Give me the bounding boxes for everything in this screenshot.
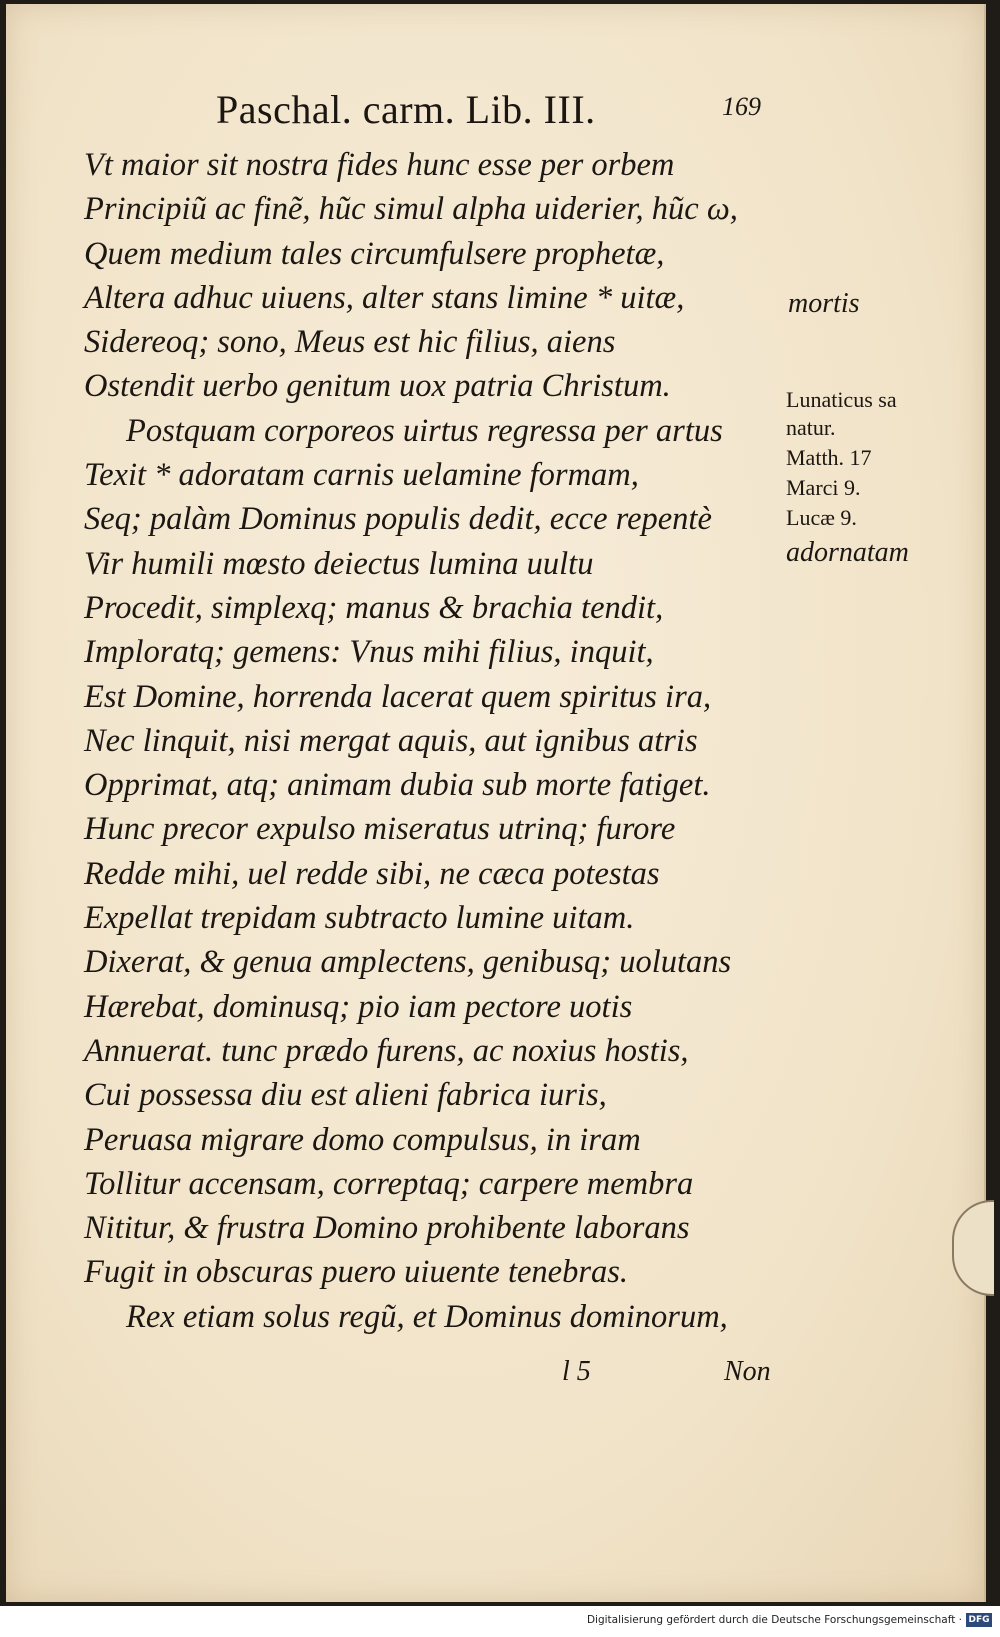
- margin-note-lunaticus-cont: natur.: [786, 415, 836, 440]
- margin-note-lunaticus: Lunaticus sa: [786, 387, 897, 412]
- digitization-footer: [0, 1606, 1000, 1637]
- verse-line: Imploratq; gemens: Vnus mihi filius, inquit,: [84, 634, 654, 671]
- verse-line: Altera adhuc uiuens, alter stans limine * uitæ,: [84, 279, 685, 316]
- verse-line: Procedit, simplexq; manus & brachia tendit,: [84, 589, 664, 626]
- catchword: Non: [724, 1356, 771, 1387]
- folio-number: 169: [722, 92, 761, 121]
- verse-line: Seq; palàm Dominus populis dedit, ecce repentè: [84, 501, 712, 538]
- verse-line: Dixerat, & genua amplectens, genibusq; uolutans: [84, 944, 732, 981]
- verse-line: Nititur, & frustra Domino prohibente laborans: [84, 1210, 690, 1247]
- verse-line: Texit * adoratam carnis uelamine formam,: [84, 457, 639, 494]
- verse-line: Postquam corporeos uirtus regressa per artus: [126, 412, 723, 449]
- dfg-logo-icon: DFG: [966, 1613, 992, 1627]
- verse-line: Vt maior sit nostra fides hunc esse per orbem: [84, 147, 675, 183]
- verse-line: Peruasa migrare domo compulsus, in iram: [84, 1121, 641, 1158]
- verse-line: Tollitur accensam, correptaq; carpere membra: [84, 1165, 694, 1202]
- running-title: Paschal. carm. Lib. III.: [216, 87, 596, 132]
- margin-ref-matthew: Matth. 17: [786, 445, 872, 470]
- verse-line: Nec linquit, nisi mergat aquis, aut ignibus atris: [84, 722, 698, 759]
- verse-line: Expellat trepidam subtracto lumine uitam.: [84, 900, 635, 937]
- verse-line: Annuerat. tunc prædo furens, ac noxius hostis,: [84, 1032, 689, 1069]
- verse-line: Rex etiam solus regũ, et Dominus dominorum,: [126, 1298, 728, 1335]
- verse-line: Cui possessa diu est alieni fabrica iuris,: [84, 1077, 607, 1114]
- margin-variant-adornatam: adornatam: [786, 537, 909, 568]
- signature-mark: l 5: [562, 1356, 591, 1387]
- verse-line: Est Domine, horrenda lacerat quem spiritus ira,: [84, 678, 712, 715]
- book-page: [6, 4, 986, 1602]
- page-edge-tab: [952, 1200, 994, 1296]
- verse-line: Quem medium tales circumfulsere prophetæ,: [84, 235, 665, 272]
- verse-line: Fugit in obscuras puero uiuente tenebras.: [84, 1254, 629, 1291]
- verse-line: Hærebat, dominusq; pio iam pectore uotis: [84, 988, 633, 1025]
- margin-ref-luke: Lucæ 9.: [786, 505, 857, 530]
- verse-text: [84, 143, 784, 1339]
- margin-ref-mark: Marci 9.: [786, 475, 861, 500]
- verse-line: Redde mihi, uel redde sibi, ne cæca potestas: [84, 855, 660, 892]
- verse-line: Ostendit uerbo genitum uox patria Christum.: [84, 368, 671, 405]
- margin-variant-mortis: mortis: [788, 288, 860, 319]
- verse-line: Vir humili mœsto deiectus lumina uultu: [84, 545, 594, 582]
- verse-line: Sidereoq; sono, Meus est hic filius, aiens: [84, 324, 616, 361]
- verse-line: Hunc precor expulso miseratus utrinq; furore: [84, 811, 676, 848]
- footer-credit: Digitalisierung gefördert durch die Deutsche Forschungsgemeinschaft ·: [586, 1614, 962, 1626]
- verse-line: Principiũ ac finẽ, hũc simul alpha uiderier, hũc ω,: [84, 191, 738, 228]
- verse-line: Opprimat, atq; animam dubia sub morte fatiget.: [84, 767, 711, 804]
